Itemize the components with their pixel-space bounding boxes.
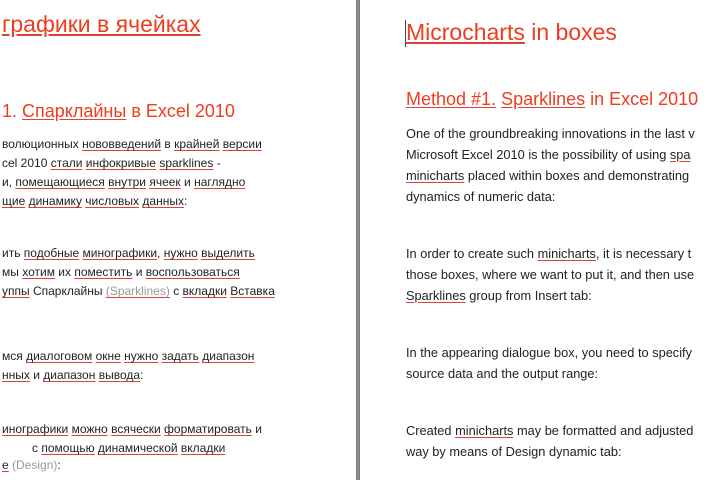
left-p4-line2: с помощью динамической вкладки — [32, 441, 226, 455]
left-p3-line2: нных и диапазон вывода: — [2, 368, 144, 382]
right-title — [406, 18, 617, 46]
left-p2-line1: ить подобные минографики, нужно выделить — [2, 246, 255, 260]
right-p3-line1: In the appearing dialogue box, you need to specify — [406, 345, 693, 360]
right-p2-line3: Sparklines group from Insert tab: — [406, 288, 592, 303]
right-p2-line1: In order to create such minicharts, it is necessary t — [406, 246, 692, 261]
left-p3-line1: мся диалоговом окне нужно задать диапазон — [2, 349, 255, 363]
right-p1-line2: Microsoft Excel 2010 is the possibility of using spa — [406, 147, 691, 162]
left-p1-line4: щие динамику числовых данных: — [2, 194, 188, 208]
left-heading — [2, 100, 235, 122]
right-p1-line1: One of the groundbreaking innovations in the last v — [406, 126, 695, 141]
right-p2-line2: those boxes, where we want to put it, and then use — [406, 267, 695, 282]
left-p1-line1: волюционных нововведений в крайней версии — [2, 137, 262, 151]
right-p1-line3: minicharts placed within boxes and demonstrating — [406, 168, 690, 183]
left-p2-line2: мы хотим их поместить и воспользоваться — [2, 265, 240, 279]
page-right[interactable] — [360, 0, 720, 480]
left-p4-line3: е (Design): — [2, 458, 61, 472]
left-heading-suffix: в Excel 2010 — [126, 101, 235, 121]
right-p1-line4: dynamics of numeric data: — [406, 189, 556, 204]
right-p4-line2: way by means of Design dynamic tab: — [406, 444, 622, 459]
left-p4-line1: инографики можно всячески форматировать и — [2, 422, 262, 436]
left-p2-line3: уппы Спарклайны (Sparklines) с вкладки Вставка — [2, 284, 275, 298]
right-heading: Method #1. Sparklines in Excel 2010 — [406, 89, 699, 109]
left-p1-line3: и, помещающиеся внутри ячеек и наглядно — [2, 175, 246, 189]
right-p3-line2: source data and the output range: — [406, 366, 599, 381]
left-heading-prefix: 1. — [2, 101, 23, 121]
right-title-rest: in boxes — [524, 19, 617, 45]
page-left[interactable] — [0, 0, 356, 480]
left-heading-word: Спарклайны — [22, 101, 127, 121]
left-title — [2, 10, 201, 38]
right-title-word: Microcharts — [406, 19, 525, 45]
left-p1-line2: cel 2010 стали инфокривые sparklines - — [2, 156, 221, 170]
left-title-text: графики в ячейках — [2, 11, 201, 37]
right-p4-line1: Created minicharts may be formatted and adjusted — [406, 423, 694, 438]
